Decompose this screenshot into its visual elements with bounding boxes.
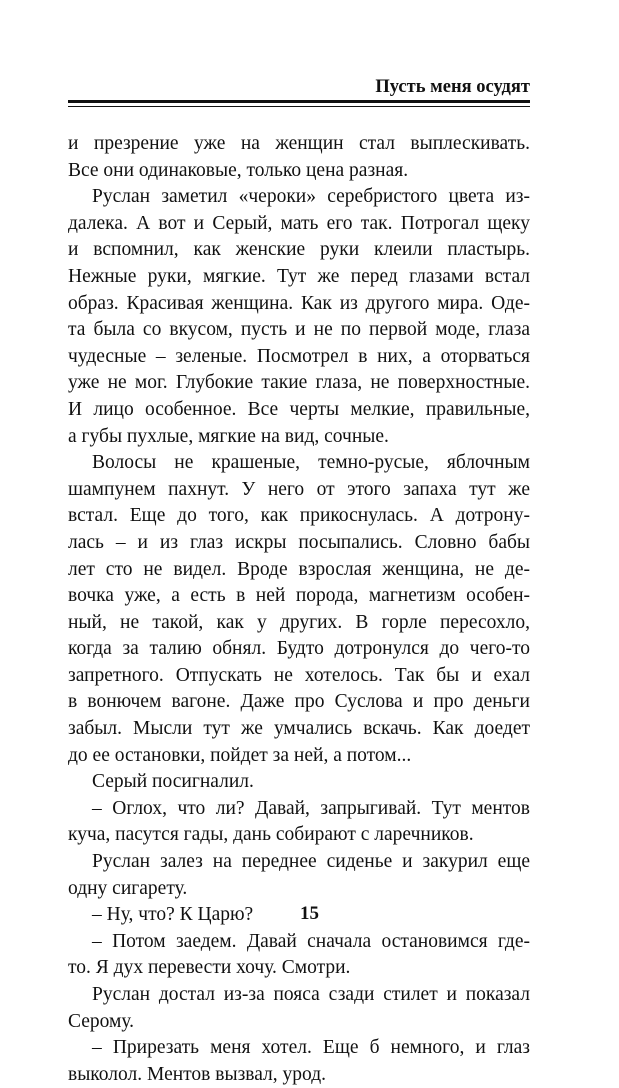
text-line: чудесные – зеленые. Посмотрел в них, а оторваться — [68, 345, 530, 367]
text-line: одну сигарету. — [68, 877, 188, 899]
text-line: и презрение уже на женщин стал выплескивать. — [68, 133, 530, 154]
running-title: Пусть меня осудят — [375, 77, 530, 97]
text-line: – Ну, что? К Царю? — [92, 904, 254, 926]
text-line: Руслан достал из-за пояса сзади стилет и показал — [92, 984, 530, 1005]
text-line: Руслан заметил «чероки» серебристого цвета из- — [92, 186, 530, 208]
text-line: шампунем пахнут. У него от этого запаха тут же — [68, 478, 530, 500]
text-line: уже не мог. Глубокие такие глаза, не поверхностные. — [68, 372, 530, 394]
page-number: 15 — [300, 903, 319, 924]
text-line: лась – и из глаз искры посыпались. Словно бабы — [68, 531, 530, 553]
text-line: лет сто не видел. Вроде взрослая женщина, не де- — [68, 558, 530, 580]
text-line: – Прирезать меня хотел. Еще б немного, и глаз — [92, 1037, 530, 1059]
text-line: выколол. Ментов вызвал, урод. — [68, 1063, 327, 1085]
header-rule-thin — [68, 106, 530, 107]
text-line: И лицо особенное. Все черты мелкие, правильные, — [68, 398, 530, 420]
text-line: ный, не такой, как у других. В горле пересохло, — [68, 611, 530, 633]
text-line: вочка уже, а есть в ней порода, магнетизм особен- — [68, 585, 530, 607]
text-line: а губы пухлые, мягкие на вид, сочные. — [68, 425, 389, 447]
text-line: Серому. — [68, 1010, 135, 1032]
text-line: запретного. Отпускать не хотелось. Так бы и ехал — [68, 664, 530, 686]
text-line: то. Я дух перевести хочу. Смотри. — [68, 957, 351, 979]
text-line: забыл. Мысли тут же умчались вскачь. Как доедет — [68, 718, 530, 740]
text-line: и вспомнил, как женские руки клеили пластырь. — [68, 239, 530, 261]
text-line: до ее остановки, пойдет за ней, а потом... — [68, 744, 412, 766]
text-line: далека. А вот и Серый, мать его так. Потрогал щеку — [68, 212, 530, 234]
text-line: Все они одинаковые, только цена разная. — [68, 159, 409, 181]
header-rule-thick — [68, 100, 530, 103]
text-line: Серый посигналил. — [92, 771, 254, 793]
text-line: Нежные руки, мягкие. Тут же перед глазами встал — [68, 265, 530, 287]
text-line: – Потом заедем. Давай сначала остановимся где- — [92, 930, 530, 952]
text-line: Волосы не крашеные, темно-русые, яблочным — [92, 452, 530, 474]
text-line: куча, пасутся гады, дань собирают с ларечников. — [68, 824, 474, 846]
body-text — [68, 131, 530, 1088]
text-line: та была со вкусом, пусть и не по первой моде, глаза — [68, 319, 530, 341]
text-line: Руслан залез на переднее сиденье и закурил еще — [92, 851, 530, 873]
text-line: когда за талию обнял. Будто дотронулся до чего-то — [68, 638, 530, 660]
text-line: в вонючем вагоне. Даже про Суслова и про деньги — [68, 691, 530, 713]
text-line: встал. Еще до того, как прикоснулась. А дотрону- — [68, 505, 530, 527]
text-line: образ. Красивая женщина. Как из другого мира. Оде- — [68, 292, 530, 314]
text-line: – Оглох, что ли? Давай, запрыгивай. Тут ментов — [92, 797, 530, 819]
